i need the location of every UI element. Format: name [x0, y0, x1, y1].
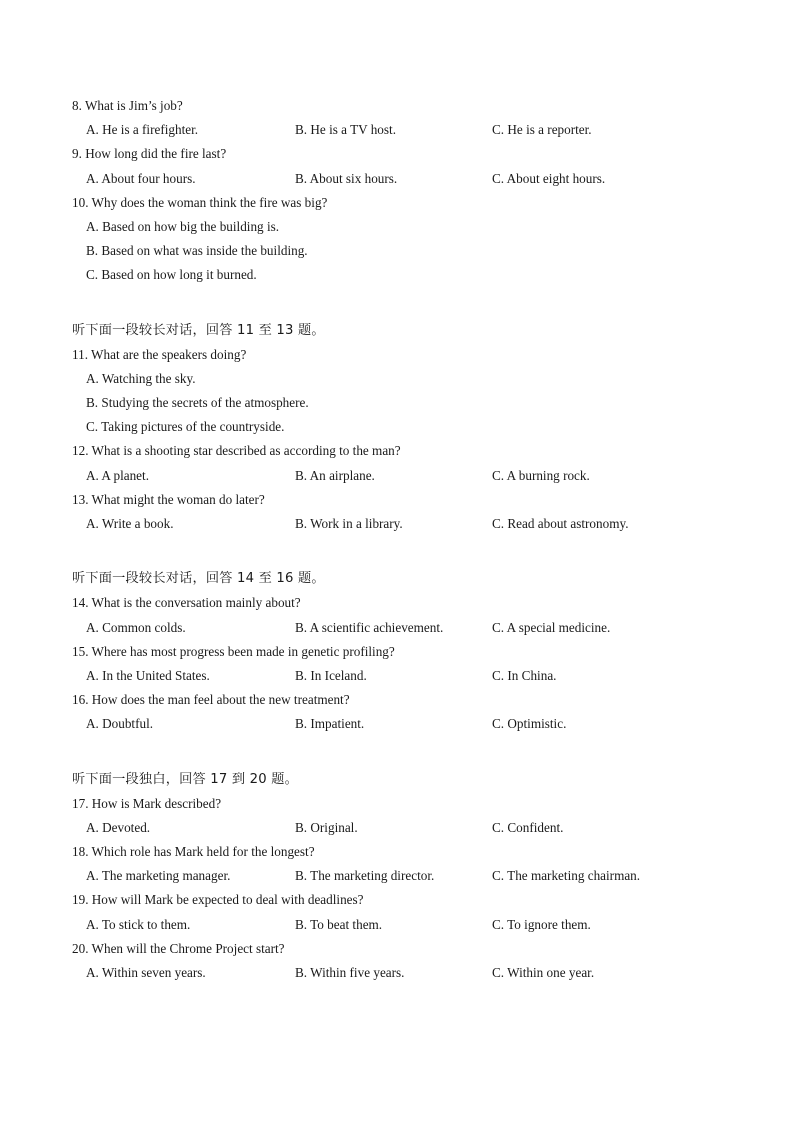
question-20: 20. When will the Chrome Project start?	[72, 940, 285, 956]
option-c: C. Optimistic.	[492, 716, 567, 732]
option-c: C. Based on how long it burned.	[86, 267, 257, 283]
option-a: A. Watching the sky.	[86, 370, 196, 386]
question-15-options	[72, 664, 732, 688]
option-b: B. Original.	[295, 819, 358, 835]
option-c: C. A burning rock.	[492, 467, 590, 483]
option-c: C. Within one year.	[492, 965, 595, 980]
question-9-options	[72, 167, 732, 191]
option-a: A. Based on how big the building is.	[86, 218, 280, 234]
option-b: B. He is a TV host.	[295, 122, 396, 138]
option-c: C. In China.	[492, 667, 557, 683]
option-b: B. An airplane.	[295, 467, 375, 483]
option-c: C. Confident.	[492, 819, 564, 835]
option-a: A. The marketing manager.	[86, 868, 231, 884]
section-header-11-13: 听下面一段较长对话，回答 11 至 13 题。	[72, 322, 325, 338]
option-b: B. Work in a library.	[295, 516, 403, 531]
question-20-options	[72, 961, 732, 985]
option-b: B. In Iceland.	[295, 667, 367, 683]
question-13-options	[72, 512, 732, 536]
option-b: B. Within five years.	[295, 965, 405, 980]
option-c: C. A special medicine.	[492, 619, 611, 635]
option-a: A. A planet.	[86, 467, 149, 483]
question-15: 15. Where has most progress been made in genetic profiling?	[72, 643, 395, 659]
question-11: 11. What are the speakers doing?	[72, 346, 247, 362]
option-a: A. Common colds.	[86, 619, 186, 635]
question-10: 10. Why does the woman think the fire was big?	[72, 194, 328, 210]
section-header-17-20: 听下面一段独白，回答 17 到 20 题。	[72, 771, 298, 787]
option-c: C. Taking pictures of the countryside.	[86, 419, 285, 435]
question-14-options	[72, 616, 732, 640]
section-gap	[72, 288, 732, 319]
question-8-options	[72, 118, 732, 142]
option-b: B. To beat them.	[295, 916, 383, 932]
section-header-14-16: 听下面一段较长对话，回答 14 至 16 题。	[72, 571, 325, 587]
option-b: B. The marketing director.	[295, 868, 435, 884]
question-8: 8. What is Jim’s job?	[72, 98, 183, 113]
option-b: B. Impatient.	[295, 716, 365, 732]
question-13: 13. What might the woman do later?	[72, 491, 265, 507]
option-a: A. About four hours.	[86, 170, 196, 186]
question-12-options	[72, 464, 732, 488]
question-12: 12. What is a shooting star described as according to the man?	[72, 443, 401, 459]
option-b: B. A scientific achievement.	[295, 619, 444, 635]
question-19: 19. How will Mark be expected to deal with deadlines?	[72, 892, 364, 908]
question-18: 18. Which role has Mark held for the longest?	[72, 844, 315, 860]
question-14: 14. What is the conversation mainly about?	[72, 595, 301, 611]
question-17: 17. How is Mark described?	[72, 795, 222, 811]
option-b: B. About six hours.	[295, 170, 398, 186]
section-gap	[72, 536, 732, 567]
option-a: A. In the United States.	[86, 667, 210, 683]
question-18-options	[72, 864, 732, 888]
question-16-options	[72, 712, 732, 736]
option-c: C. Read about astronomy.	[492, 516, 629, 531]
question-16: 16. How does the man feel about the new treatment?	[72, 692, 350, 708]
option-a: A. He is a firefighter.	[86, 122, 199, 138]
option-c: C. To ignore them.	[492, 916, 591, 932]
question-17-options	[72, 816, 732, 840]
question-19-options	[72, 913, 732, 937]
option-c: C. About eight hours.	[492, 170, 606, 186]
option-a: A. To stick to them.	[86, 916, 191, 932]
option-b: B. Based on what was inside the building.	[86, 243, 308, 259]
option-b: B. Studying the secrets of the atmosphere.	[86, 395, 309, 411]
option-c: C. The marketing chairman.	[492, 868, 641, 884]
option-a: A. Write a book.	[86, 516, 174, 531]
option-a: A. Doubtful.	[86, 716, 154, 732]
option-a: A. Devoted.	[86, 819, 151, 835]
question-9: 9. How long did the fire last?	[72, 146, 227, 162]
option-c: C. He is a reporter.	[492, 122, 592, 138]
section-gap	[72, 737, 732, 768]
option-a: A. Within seven years.	[86, 965, 206, 980]
listening-questions	[72, 94, 732, 985]
